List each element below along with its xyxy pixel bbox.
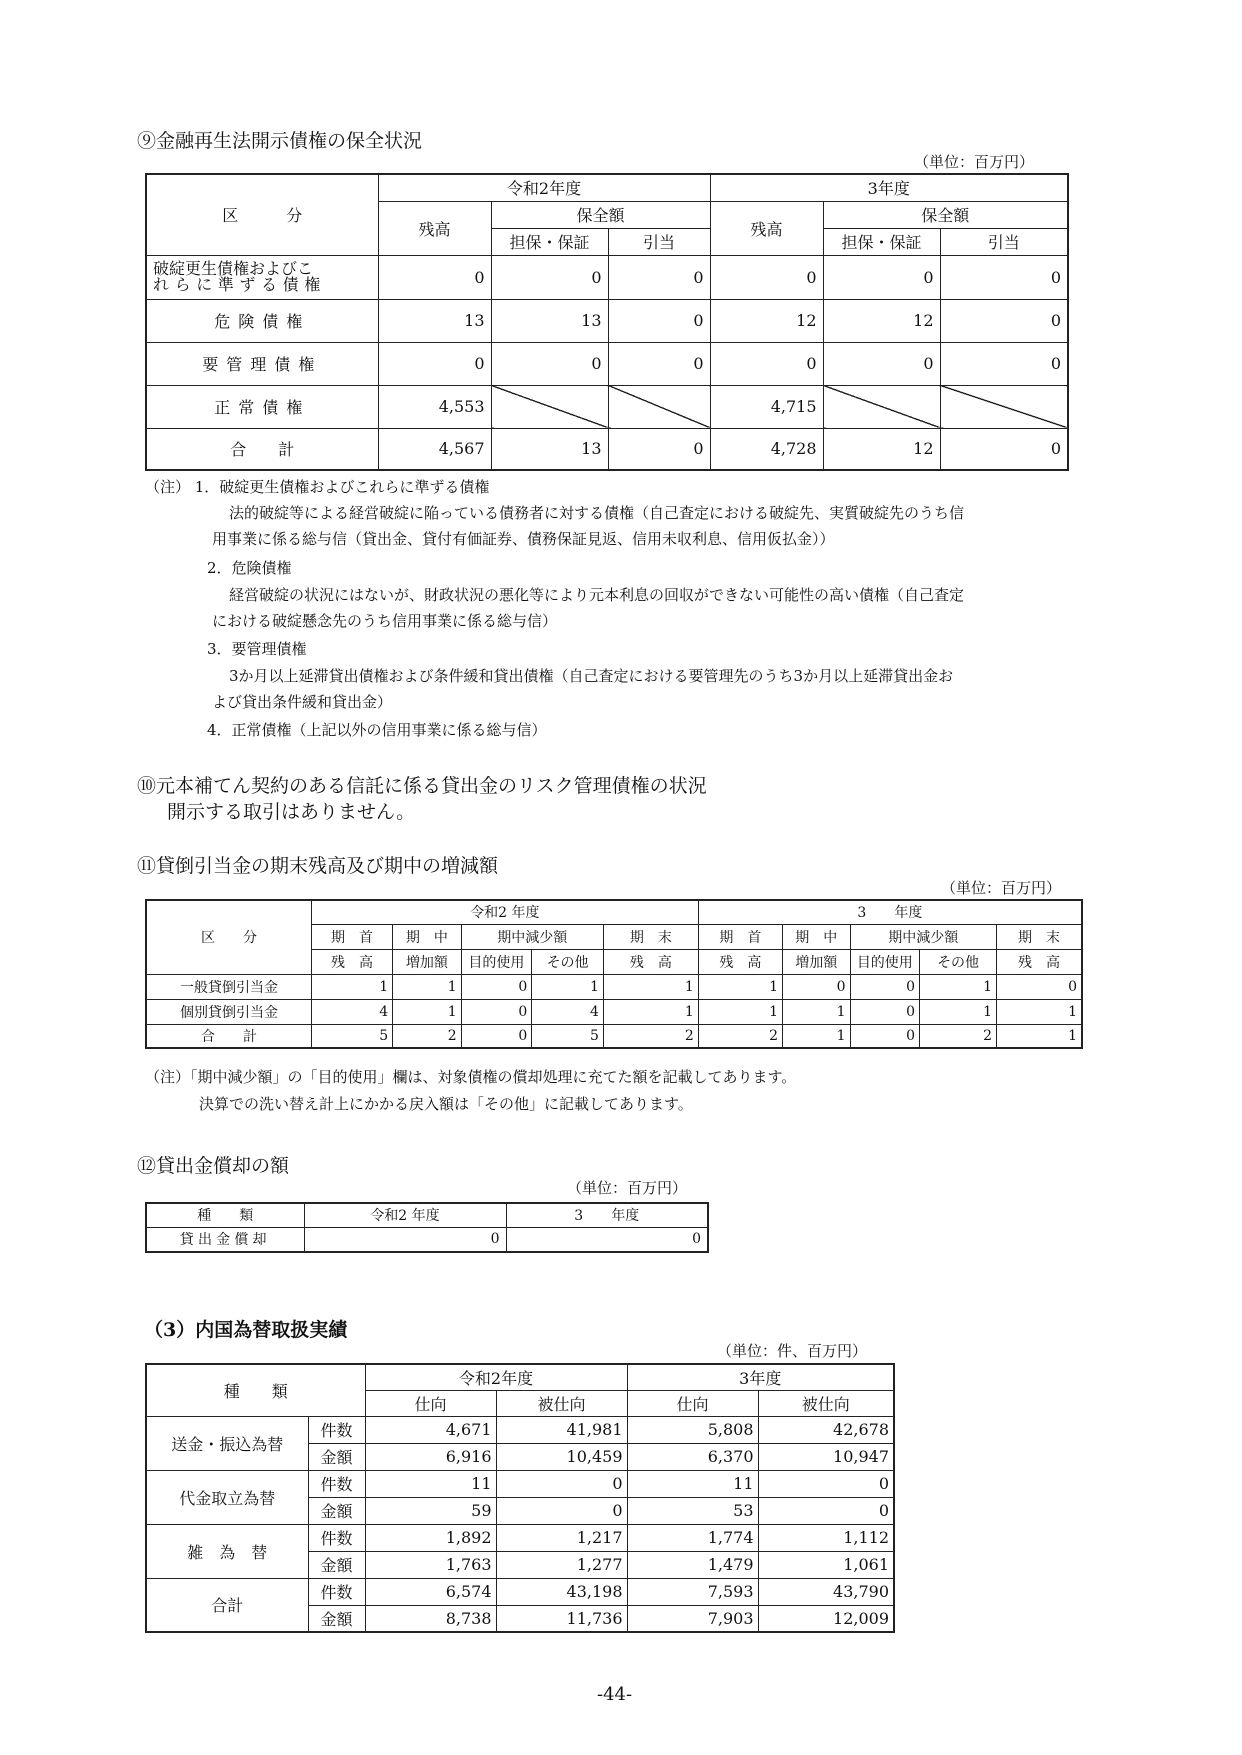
- cell: 11,736: [496, 1605, 627, 1632]
- cell: 0: [940, 428, 1068, 470]
- group-label: 合計: [146, 1578, 308, 1632]
- cell: 12,009: [758, 1605, 894, 1632]
- section9-note-2: 法的破綻等による経営破綻に陥っている債務者に対する債権（自己査定における破綻先、実質破綻先のうち信: [229, 504, 965, 522]
- header-shurui: 種 類: [146, 1364, 365, 1416]
- cell: 0: [710, 255, 823, 299]
- section9-note-8: 3か月以上延滞貸出債権および条件緩和貸出債権（自己査定における要管理先のうち3か月以上延滞貸出金お: [229, 667, 954, 685]
- cell: 6,916: [365, 1443, 496, 1470]
- header-tanpo-y1: 担保・保証: [491, 228, 608, 255]
- header-year2: 3年度: [627, 1364, 894, 1390]
- kensu-label: 件数: [308, 1524, 365, 1551]
- header-hikiate-y1: 引当: [608, 228, 710, 255]
- header-shimuke: 仕向: [365, 1390, 496, 1416]
- section10-body: 開示する取引はありません。: [167, 801, 416, 823]
- section9-table: [145, 173, 1069, 471]
- section9-note-6: における破綻懸念先のうち信用事業に係る総与信）: [212, 612, 558, 630]
- cell: 0: [461, 974, 532, 999]
- cell: 4,728: [710, 428, 823, 470]
- table-row: [146, 1024, 1082, 1048]
- cell: 1,112: [758, 1524, 894, 1551]
- header-zoukagaku: 増加額: [783, 949, 850, 974]
- cell: 6,574: [365, 1578, 496, 1605]
- header-genshou: 期中減少額: [850, 924, 997, 949]
- cell: 0: [850, 999, 920, 1024]
- header-year2: 3年度: [710, 174, 1068, 201]
- cell: 12: [823, 299, 940, 342]
- table-row: [146, 1578, 894, 1605]
- cell: 43,198: [496, 1578, 627, 1605]
- cell: 1: [997, 1024, 1082, 1048]
- row-label: 危険債権: [146, 299, 378, 342]
- cell: 0: [940, 342, 1068, 385]
- cell: 5,808: [627, 1416, 758, 1443]
- section9-unit: （単位：百万円）: [914, 153, 1035, 171]
- cell: 0: [608, 428, 710, 470]
- page-number: -44-: [597, 1684, 633, 1705]
- row-label-line1: 破綻更生債権およびこ: [153, 259, 314, 278]
- section11-title: ⑪貸倒引当金の期末残高及び期中の増減額: [137, 855, 499, 877]
- cell: 1,217: [496, 1524, 627, 1551]
- row-label-line2: れらに準ずる債権: [153, 275, 326, 294]
- header-year1: 令和2年度: [365, 1364, 627, 1390]
- table-row: [146, 299, 1068, 342]
- header-genshou: 期中減少額: [461, 924, 603, 949]
- cell: 0: [758, 1497, 894, 1524]
- cell: 4: [532, 999, 604, 1024]
- cell: 1: [920, 974, 997, 999]
- row-label: 要管理債権: [146, 342, 378, 385]
- cell: 0: [378, 255, 491, 299]
- cell: 53: [627, 1497, 758, 1524]
- header-year1: 令和2 年度: [311, 900, 698, 924]
- cell: 1: [603, 999, 698, 1024]
- row-label: 合 計: [146, 1024, 311, 1048]
- row-label: 正常債権: [146, 385, 378, 428]
- cell: 1: [783, 999, 850, 1024]
- kingaku-label: 金額: [308, 1497, 365, 1524]
- diagonal-empty-cell: [608, 385, 710, 428]
- cell: 1,763: [365, 1551, 496, 1578]
- cell: 0: [378, 342, 491, 385]
- cell: 0: [608, 299, 710, 342]
- section11-unit: （単位：百万円）: [941, 879, 1062, 897]
- cell: 2: [393, 1024, 462, 1048]
- header-hishimuke: 被仕向: [758, 1390, 894, 1416]
- cell: 0: [823, 255, 940, 299]
- cell: 4,567: [378, 428, 491, 470]
- cell: 4: [311, 999, 392, 1024]
- cell: 0: [491, 342, 608, 385]
- header-kubun: 区 分: [146, 174, 378, 255]
- cell: 1: [698, 999, 782, 1024]
- header-zandaka: 残 高: [698, 949, 782, 974]
- cell: 1: [311, 974, 392, 999]
- section9-note-4: 2．危険債権: [207, 559, 292, 577]
- cell: 2: [698, 1024, 782, 1048]
- cell: 1: [532, 974, 604, 999]
- header-hozen-y2: 保全額: [823, 201, 1068, 228]
- cell: 0: [608, 255, 710, 299]
- cell: 1: [920, 999, 997, 1024]
- cell: 0: [461, 999, 532, 1024]
- section12-title: ⑫貸出金償却の額: [137, 1155, 290, 1177]
- header-hikiate-y2: 引当: [940, 228, 1068, 255]
- kensu-label: 件数: [308, 1470, 365, 1497]
- cell: 4,553: [378, 385, 491, 428]
- section9-note-5: 経営破綻の状況にはないが、財政状況の悪化等により元本利息の回収ができない可能性の高い債権（自己査定: [229, 586, 965, 604]
- cell: 12: [823, 428, 940, 470]
- cell: 13: [491, 299, 608, 342]
- cell: 10,459: [496, 1443, 627, 1470]
- header-zandaka: 残 高: [997, 949, 1082, 974]
- cell: 1,061: [758, 1551, 894, 1578]
- header-zandaka: 残 高: [603, 949, 698, 974]
- section11-table: [145, 899, 1083, 1049]
- header-zandaka: 残 高: [311, 949, 392, 974]
- section11-note-2: 決算での洗い替え計上にかかる戻入額は「その他」に記載してあります。: [199, 1095, 693, 1113]
- cell: 1,774: [627, 1524, 758, 1551]
- section12-unit: （単位：百万円）: [567, 1179, 688, 1197]
- cell: 0: [940, 255, 1068, 299]
- cell: 4,671: [365, 1416, 496, 1443]
- cell: 0: [758, 1470, 894, 1497]
- cell: 10,947: [758, 1443, 894, 1470]
- section10-title: ⑩元本補てん契約のある信託に係る貸出金のリスク管理債権の状況: [137, 775, 707, 797]
- cell: 42,678: [758, 1416, 894, 1443]
- header-mokuteki: 目的使用: [461, 949, 532, 974]
- cell: 0: [850, 1024, 920, 1048]
- cell: 0: [997, 974, 1082, 999]
- header-kichu: 期 中: [783, 924, 850, 949]
- section3-table: [145, 1363, 895, 1633]
- cell: 0: [506, 1227, 708, 1252]
- header-mokuteki: 目的使用: [850, 949, 920, 974]
- cell: 0: [608, 342, 710, 385]
- header-zoukagaku: 増加額: [393, 949, 462, 974]
- header-sonota: その他: [920, 949, 997, 974]
- table-row: [146, 1470, 894, 1497]
- cell: 59: [365, 1497, 496, 1524]
- cell: 7,593: [627, 1578, 758, 1605]
- diagonal-empty-cell: [491, 385, 608, 428]
- cell: 0: [710, 342, 823, 385]
- row-label: 一般貸倒引当金: [146, 974, 311, 999]
- cell: 5: [532, 1024, 604, 1048]
- cell: 1: [393, 974, 462, 999]
- table-row: [146, 1227, 708, 1252]
- cell: 1: [603, 974, 698, 999]
- kingaku-label: 金額: [308, 1443, 365, 1470]
- cell: 1,479: [627, 1551, 758, 1578]
- section12-table: [145, 1202, 709, 1253]
- cell: 7,903: [627, 1605, 758, 1632]
- cell: 8,738: [365, 1605, 496, 1632]
- cell: 2: [920, 1024, 997, 1048]
- header-year1: 令和2 年度: [304, 1203, 506, 1227]
- cell: 5: [311, 1024, 392, 1048]
- cell: 1: [393, 999, 462, 1024]
- kingaku-label: 金額: [308, 1605, 365, 1632]
- header-year2: 3 年度: [698, 900, 1082, 924]
- cell: 11: [365, 1470, 496, 1497]
- cell: 12: [710, 299, 823, 342]
- group-label: 送金・振込為替: [146, 1416, 308, 1470]
- header-sonota: その他: [532, 949, 604, 974]
- cell: 1: [783, 1024, 850, 1048]
- cell: 0: [940, 299, 1068, 342]
- header-year2: 3 年度: [506, 1203, 708, 1227]
- diagonal-empty-cell: [940, 385, 1068, 428]
- header-shurui: 種 類: [146, 1203, 304, 1227]
- section9-note-9: よび貸出条件緩和貸出金）: [212, 693, 393, 711]
- cell: 4,715: [710, 385, 823, 428]
- section9-note-3: 用事業に係る総与信（貸出金、貸付有価証券、債務保証見返、信用未収利息、信用仮払金））: [212, 530, 835, 548]
- section3-unit: （単位：件、百万円）: [717, 1342, 868, 1360]
- header-zandaka-y2: 残高: [710, 201, 823, 255]
- kensu-label: 件数: [308, 1416, 365, 1443]
- cell: 0: [823, 342, 940, 385]
- cell: 0: [496, 1497, 627, 1524]
- section9-note-1: （注） 1．破綻更生債権およびこれらに準ずる債権: [145, 478, 490, 496]
- cell: 1: [698, 974, 782, 999]
- table-row: [146, 974, 1082, 999]
- table-row: [146, 999, 1082, 1024]
- kingaku-label: 金額: [308, 1551, 365, 1578]
- group-label: 代金取立為替: [146, 1470, 308, 1524]
- table-row: [146, 255, 1068, 299]
- cell: 0: [496, 1470, 627, 1497]
- header-kishu: 期 首: [698, 924, 782, 949]
- row-label: 貸出金償却: [146, 1227, 304, 1252]
- table-row: [146, 428, 1068, 470]
- table-row: [146, 1524, 894, 1551]
- cell: 0: [491, 255, 608, 299]
- cell: 0: [783, 974, 850, 999]
- header-kichu: 期 中: [393, 924, 462, 949]
- header-kimatsu: 期 末: [997, 924, 1082, 949]
- header-zandaka-y1: 残高: [378, 201, 491, 255]
- cell: 13: [378, 299, 491, 342]
- group-label: 雑 為 替: [146, 1524, 308, 1578]
- table-row: [146, 342, 1068, 385]
- cell: 6,370: [627, 1443, 758, 1470]
- cell: 1,277: [496, 1551, 627, 1578]
- header-kimatsu: 期 末: [603, 924, 698, 949]
- section9-note-10: 4．正常債権（上記以外の信用事業に係る総与信）: [207, 721, 547, 739]
- cell: 43,790: [758, 1578, 894, 1605]
- section11-note-1: （注）「期中減少額」の「目的使用」欄は、対象債権の償却処理に充てた額を記載してあります。: [145, 1068, 797, 1086]
- table-row: [146, 1416, 894, 1443]
- header-kishu: 期 首: [311, 924, 392, 949]
- section9-note-7: 3．要管理債権: [207, 640, 307, 658]
- header-hozen-y1: 保全額: [491, 201, 710, 228]
- kensu-label: 件数: [308, 1578, 365, 1605]
- cell: 1: [997, 999, 1082, 1024]
- row-label: 合 計: [146, 428, 378, 470]
- row-label: [146, 255, 378, 299]
- cell: 41,981: [496, 1416, 627, 1443]
- row-label: 個別貸倒引当金: [146, 999, 311, 1024]
- cell: 0: [850, 974, 920, 999]
- header-year1: 令和2年度: [378, 174, 710, 201]
- cell: 2: [603, 1024, 698, 1048]
- diagonal-empty-cell: [823, 385, 940, 428]
- header-tanpo-y2: 担保・保証: [823, 228, 940, 255]
- section3-title: （3）内国為替取扱実績: [144, 1319, 348, 1341]
- cell: 0: [461, 1024, 532, 1048]
- header-kubun: 区 分: [146, 900, 311, 974]
- cell: 13: [491, 428, 608, 470]
- cell: 1,892: [365, 1524, 496, 1551]
- section9-title: ⑨金融再生法開示債権の保全状況: [137, 130, 423, 152]
- header-shimuke: 仕向: [627, 1390, 758, 1416]
- table-row: [146, 385, 1068, 428]
- cell: 11: [627, 1470, 758, 1497]
- header-hishimuke: 被仕向: [496, 1390, 627, 1416]
- cell: 0: [304, 1227, 506, 1252]
